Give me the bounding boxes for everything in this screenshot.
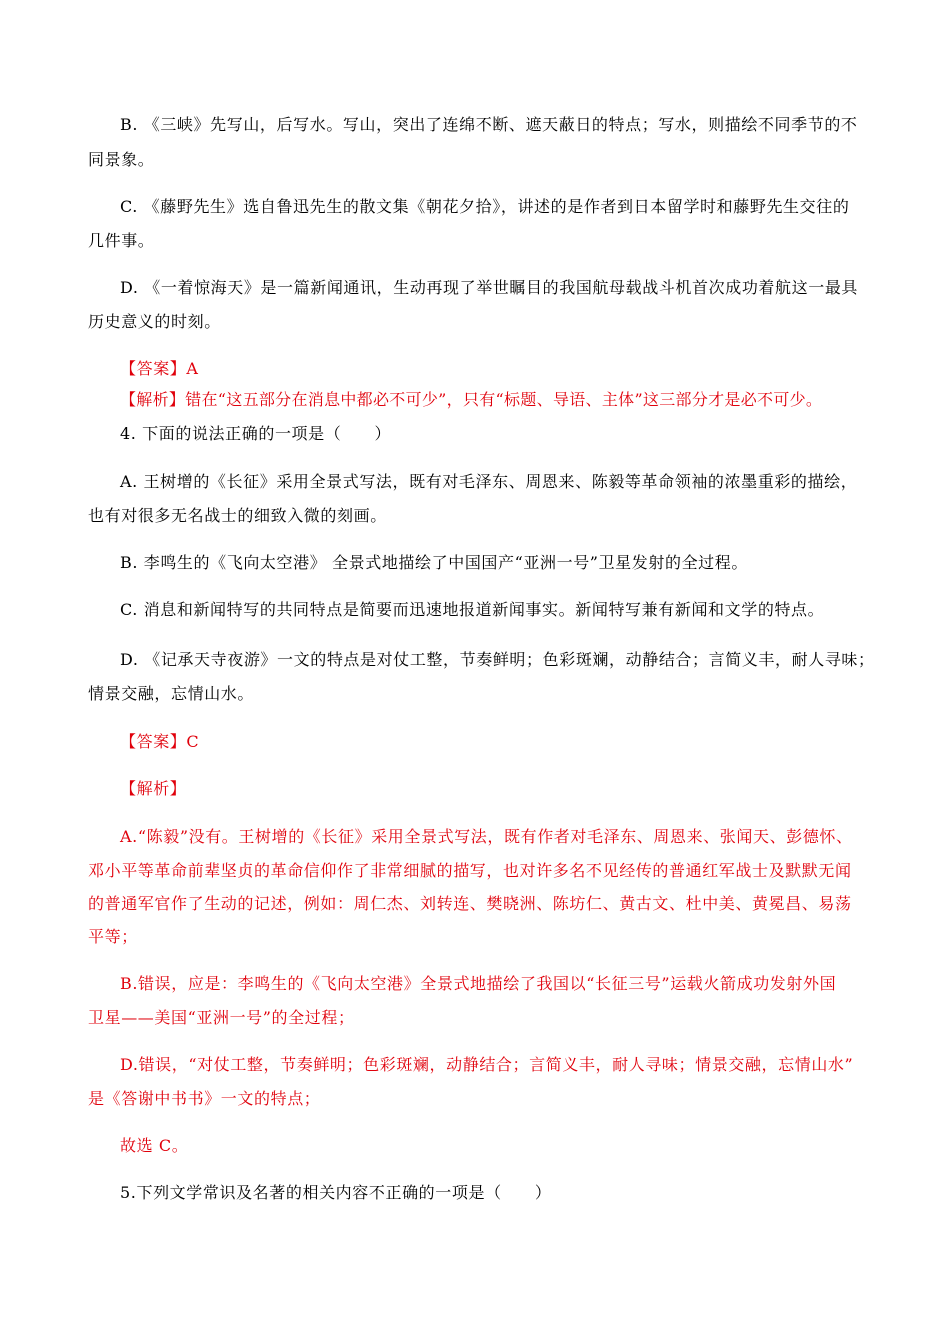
q4-analysis-a-line3: 的普通军官作了生动的记述，例如：周仁杰、刘转连、樊晓洲、陈坊仁、黄古文、杜中美、黄冕昌、易荡 <box>88 894 852 913</box>
q3-analysis: 【解析】错在“这五部分在消息中都必不可少”，只有“标题、导语、主体”这三部分才是必不可少。 <box>120 390 823 409</box>
q4-analysis-a-line4: 平等； <box>88 927 138 946</box>
q4-analysis-d-line1: D.错误，“对仗工整，节奏鲜明；色彩斑斓，动静结合；言简义丰，耐人寻味；情景交融，忘情山水” <box>120 1055 854 1074</box>
q4-analysis-label: 【解析】 <box>120 779 187 798</box>
q4-option-c: C. 消息和新闻特写的共同特点是简要而迅速地报道新闻事实。新闻特写兼有新闻和文学的特点。 <box>120 600 825 619</box>
q4-option-d-line2: 情景交融，忘情山水。 <box>88 684 255 703</box>
q4-option-a-line2: 也有对很多无名战士的细致入微的刻画。 <box>88 506 387 525</box>
q3-option-c-line2: 几件事。 <box>88 231 155 250</box>
q3-option-b-line1: B. 《三峡》先写山，后写水。写山，突出了连绵不断、遮天蔽日的特点；写水，则描绘不同季节的不 <box>120 115 858 134</box>
q4-analysis-d-line2: 是《答谢中书书》一文的特点； <box>88 1089 321 1108</box>
q4-conclusion: 故选 C。 <box>120 1136 189 1155</box>
q4-option-d-line1: D. 《记承天寺夜游》一文的特点是对仗工整，节奏鲜明；色彩斑斓，动静结合；言简义丰，耐人寻味； <box>120 650 875 669</box>
q4-stem: 4. 下面的说法正确的一项是（ ） <box>120 424 392 443</box>
q4-option-b: B. 李鸣生的《飞向太空港》 全景式地描绘了中国国产“亚洲一号”卫星发射的全过程。 <box>120 553 748 572</box>
q4-analysis-a-line1: A.“陈毅”没有。王树增的《长征》采用全景式写法，既有作者对毛泽东、周恩来、张闻天、彭德怀、 <box>120 827 853 846</box>
q4-answer: 【答案】C <box>120 732 200 751</box>
q4-analysis-b-line2: 卫星——美国“亚洲一号”的全过程； <box>88 1008 355 1027</box>
q3-option-c-line1: C. 《藤野先生》选自鲁迅先生的散文集《朝花夕拾》，讲述的是作者到日本留学时和藤野先生交往的 <box>120 197 850 216</box>
q3-option-d-line1: D. 《一着惊海天》是一篇新闻通讯，生动再现了举世瞩目的我国航母载战斗机首次成功着航这一最具 <box>120 278 859 297</box>
q3-answer: 【答案】A <box>120 359 199 378</box>
q4-option-a-line1: A. 王树增的《长征》采用全景式写法，既有对毛泽东、周恩来、陈毅等革命领袖的浓墨重彩的描绘， <box>120 472 858 491</box>
q3-option-b-line2: 同景象。 <box>88 150 155 169</box>
q4-analysis-a-line2: 邓小平等革命前辈坚贞的革命信仰作了非常细腻的描写，也对许多名不见经传的普通红军战士及默默无闻 <box>88 861 852 880</box>
q4-analysis-b-line1: B.错误，应是：李鸣生的《飞向太空港》全景式地描绘了我国以“长征三号”运载火箭成功发射外国 <box>120 974 837 993</box>
q5-stem: 5.下列文学常识及名著的相关内容不正确的一项是（ ） <box>120 1183 552 1202</box>
q3-option-d-line2: 历史意义的时刻。 <box>88 312 221 331</box>
